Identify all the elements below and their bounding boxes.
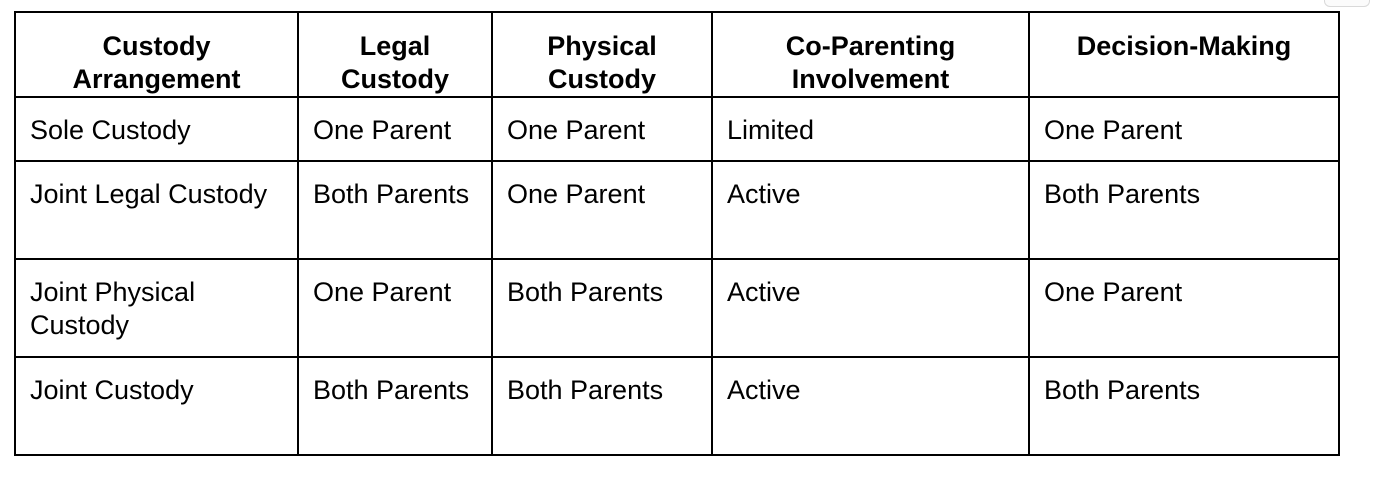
table-cell: One Parent (1029, 259, 1339, 357)
table-cell: Sole Custody (15, 97, 298, 161)
table-cell: Active (712, 259, 1029, 357)
table-cell: Joint Custody (15, 357, 298, 455)
custody-comparison-table (14, 11, 1340, 456)
table-cell: One Parent (492, 161, 712, 259)
table-header-row (15, 12, 1339, 97)
table-cell: One Parent (492, 97, 712, 161)
table-cell: Active (712, 161, 1029, 259)
table-cell: Both Parents (1029, 357, 1339, 455)
table-row (15, 259, 1339, 357)
table-cell: Both Parents (492, 259, 712, 357)
table-cell: Joint Legal Custody (15, 161, 298, 259)
table-cell: One Parent (1029, 97, 1339, 161)
table-cell: One Parent (298, 97, 492, 161)
table-cell: Limited (712, 97, 1029, 161)
header-legal-custody: Legal Custody (298, 12, 492, 97)
header-co-parenting-involvement: Co-Parenting Involvement (712, 12, 1029, 97)
table-cell: Joint Physical Custody (15, 259, 298, 357)
table-cell: One Parent (298, 259, 492, 357)
header-custody-arrangement: Custody Arrangement (15, 12, 298, 97)
table-cell: Both Parents (298, 161, 492, 259)
table-row (15, 97, 1339, 161)
table-row (15, 357, 1339, 455)
table-cell: Both Parents (492, 357, 712, 455)
table-cell: Both Parents (1029, 161, 1339, 259)
table-row (15, 161, 1339, 259)
table-cell: Active (712, 357, 1029, 455)
header-decision-making: Decision-Making (1029, 12, 1339, 97)
table-cell: Both Parents (298, 357, 492, 455)
header-physical-custody: Physical Custody (492, 12, 712, 97)
corner-resize-handle (1324, 0, 1370, 7)
